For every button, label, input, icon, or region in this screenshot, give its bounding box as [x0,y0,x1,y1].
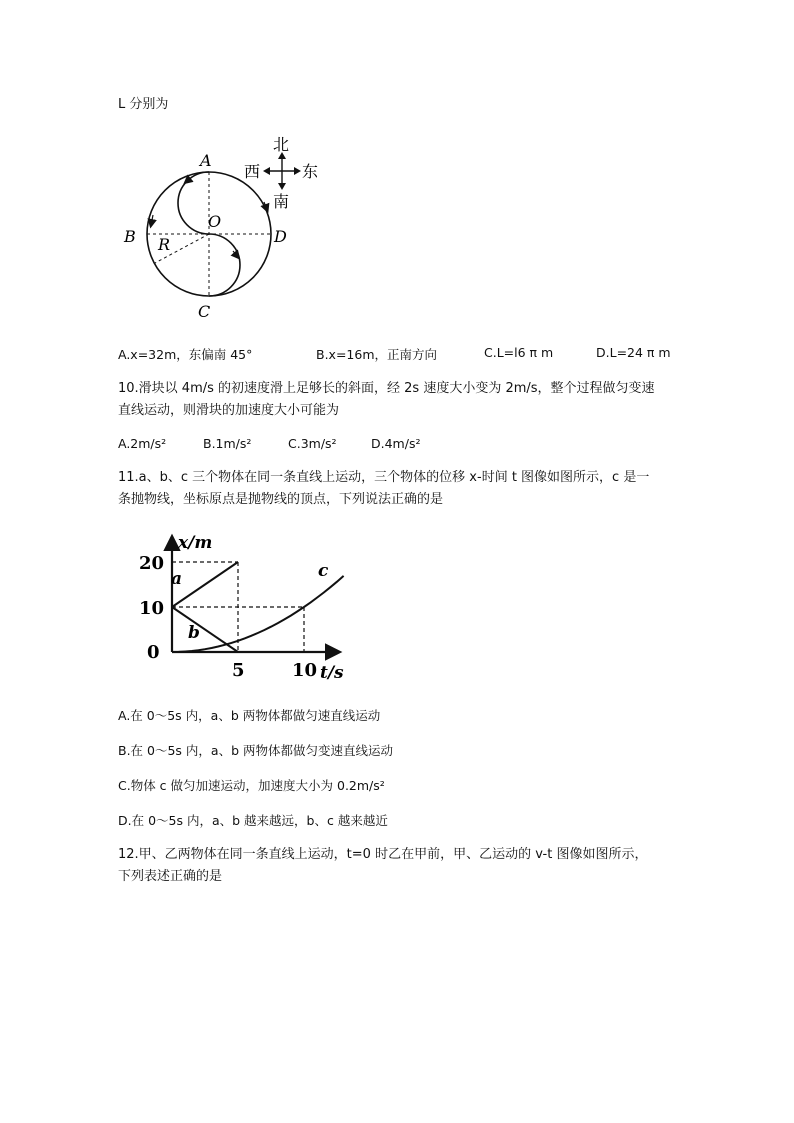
compass-south: 南 [273,192,290,211]
x-axis-label: t/s [320,663,344,683]
q11-option-b: B.在 0～5s 内，a、b 两物体都做匀变速直线运动 [118,743,393,758]
q10-option-d: D.4m/s² [371,436,421,451]
q9-option-d: D.L=24 π m [596,345,671,360]
label-b: B [124,227,136,246]
label-d: D [274,227,287,246]
y-tick-0: 0 [147,642,160,663]
compass-west: 西 [244,162,261,181]
q12-line2: 下列表述正确的是 [118,869,223,884]
series-c-label: c [318,561,329,581]
label-a: A [200,151,212,170]
q11-option-a: A.在 0～5s 内，a、b 两物体都做匀速直线运动 [118,708,381,723]
compass-east: 东 [302,162,319,181]
arrow-left [151,215,153,225]
label-c: C [198,302,211,321]
q9-option-a: A.x=32m，东偏南 45° [118,347,253,362]
q10-option-a: A.2m/s² [118,436,167,451]
x-tick-5: 5 [232,660,245,681]
q10-line1: 10.滑块以 4m/s 的初速度滑上足够长的斜面，经 2s 速度大小变为 2m/s，整个过程做匀变速 [118,381,655,396]
arrow-top [186,177,192,182]
compass-north: 北 [273,135,290,154]
label-r: R [158,235,171,254]
q10-option-b: B.1m/s² [203,436,252,451]
compass [244,135,318,211]
circle-path-diagram [120,130,330,330]
q11-line1: 11.a、b、c 三个物体在同一条直线上运动，三个物体的位移 x-时间 t 图像如图所示，c 是一 [118,470,650,485]
q9-option-c: C.L=l6 π m [484,345,554,360]
xt-chart [138,528,368,688]
y-tick-20: 20 [139,553,165,574]
series-b [172,607,238,652]
series-b-label: b [188,623,200,643]
q11-option-c: C.物体 c 做匀加速运动，加速度大小为 0.2m/s² [118,778,385,793]
y-axis-label: x/m [178,533,213,553]
y-tick-10: 10 [139,598,165,619]
q11-line2: 条抛物线，坐标原点是抛物线的顶点，下列说法正确的是 [118,492,444,507]
label-o: O [208,212,222,231]
q12-line1: 12.甲、乙两物体在同一条直线上运动，t=0 时乙在甲前，甲、乙运动的 v-t 图像如图所示， [118,847,648,862]
q11-option-d: D.在 0～5s 内，a、b 越来越远，b、c 越来越近 [118,813,388,828]
series-a-label: a [171,569,183,589]
q10-line2: 直线运动，则滑块的加速度大小可能为 [118,403,340,418]
intro-text: L 分别为 [118,97,169,112]
q9-option-b: B.x=16m，正南方向 [316,347,438,362]
q10-option-c: C.3m/s² [288,436,337,451]
x-tick-10: 10 [292,660,318,681]
